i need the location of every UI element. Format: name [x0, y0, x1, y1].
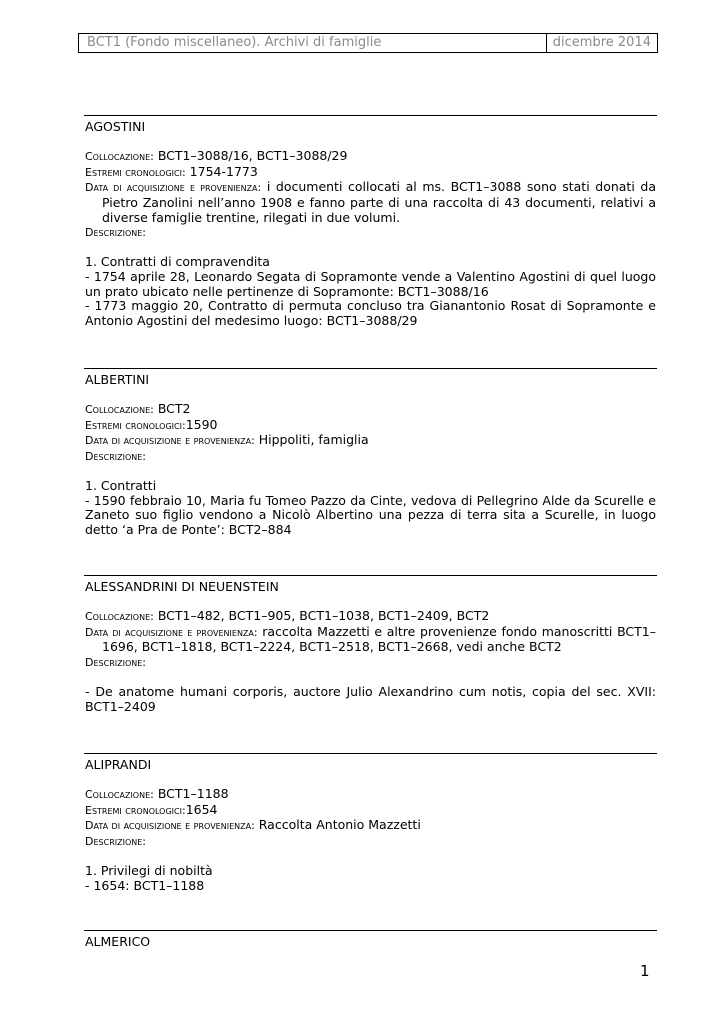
- descrizione-label: Descrizione:: [85, 834, 146, 848]
- description-entry: - 1773 maggio 20, Contratto di permuta concluso tra Gianantonio Rosat di Sopramonte e Antonio Agostini del medesimo luogo: BCT1–3088/29: [85, 298, 656, 328]
- provenienza-field: Data di acquisizione e provenienza: i documenti collocati al ms. BCT1–3088 sono stati donati da Pietro Zanolini nell’anno 1908 e fanno parte di una raccolta di 43 documenti, relativi a diverse famiglie trentine, rilegati in due volumi.: [85, 179, 656, 225]
- collocazione-field: Collocazione: BCT1–1188: [85, 786, 229, 802]
- section-alessandrini: [85, 575, 656, 714]
- collocazione-field: Collocazione: BCT2: [85, 401, 191, 417]
- description-entry: - 1654: BCT1–1188: [85, 877, 205, 893]
- estremi-field: Estremi cronologici:1654: [85, 801, 218, 817]
- provenienza-field: Data di acquisizione e provenienza: Hippoliti, famiglia: [85, 432, 369, 448]
- descrizione-label: Descrizione:: [85, 226, 146, 240]
- section-divider: [84, 368, 657, 369]
- section-divider: [84, 753, 657, 754]
- section-divider: [84, 115, 657, 116]
- section-albertini: [85, 368, 656, 538]
- provenienza-field: Data di acquisizione e provenienza: raccolta Mazzetti e altre provenienze fondo manoscritti BCT1–1696, BCT1–1818, BCT1–2224, BCT1–2518, BCT1–2668, vedi anche BCT2: [85, 623, 656, 655]
- family-name: ALIPRANDI: [85, 757, 152, 772]
- section-divider: [84, 575, 657, 576]
- estremi-field: Estremi cronologici: 1754-1773: [85, 163, 258, 179]
- header-date: dicembre 2014: [552, 35, 651, 50]
- family-name: ALMERICO: [85, 934, 151, 949]
- description-heading: 1. Privilegi di nobiltà: [85, 863, 213, 879]
- description-heading: 1. Contratti: [85, 478, 157, 494]
- collocazione-field: Collocazione: BCT1–3088/16, BCT1–3088/29: [85, 148, 348, 164]
- provenienza-field: Data di acquisizione e provenienza: Raccolta Antonio Mazzetti: [85, 817, 421, 833]
- description-entry: - 1590 febbraio 10, Maria fu Tomeo Pazzo da Cinte, vedova di Pellegrino Alde da Scurelle e Zaneto suo figlio vendono a Nicolò Albertino una pezza di terra sita a Scurelle, in luogo detto ‘a Pra de Ponte’: BCT2–884: [85, 492, 656, 537]
- page-number: 1: [640, 962, 650, 980]
- descrizione-label: Descrizione:: [85, 449, 146, 463]
- section-divider: [84, 930, 657, 931]
- section-agostini: [85, 115, 656, 328]
- family-name: AGOSTINI: [85, 119, 146, 134]
- description-entry: - 1754 aprile 28, Leonardo Segata di Sopramonte vende a Valentino Agostini di quel luogo un prato ubicato nelle pertinenze di Sopramonte: BCT1–3088/16: [85, 268, 656, 299]
- family-name: ALBERTINI: [85, 372, 150, 387]
- family-name: ALESSANDRINI DI NEUENSTEIN: [85, 579, 279, 594]
- section-aliprandi: [85, 753, 656, 893]
- descrizione-label: Descrizione:: [85, 655, 146, 669]
- description-entry: - De anatome humani corporis, auctore Julio Alexandrino cum notis, copia del sec. XVII: BCT1–2409: [85, 684, 656, 714]
- header-title: BCT1 (Fondo miscellaneo). Archivi di famiglie: [79, 34, 547, 52]
- page-header: [78, 33, 658, 53]
- section-almerico: [85, 930, 656, 950]
- estremi-field: Estremi cronologici:1590: [85, 416, 218, 432]
- collocazione-field: Collocazione: BCT1–482, BCT1–905, BCT1–1038, BCT1–2409, BCT2: [85, 608, 490, 624]
- description-heading: 1. Contratti di compravendita: [85, 254, 270, 270]
